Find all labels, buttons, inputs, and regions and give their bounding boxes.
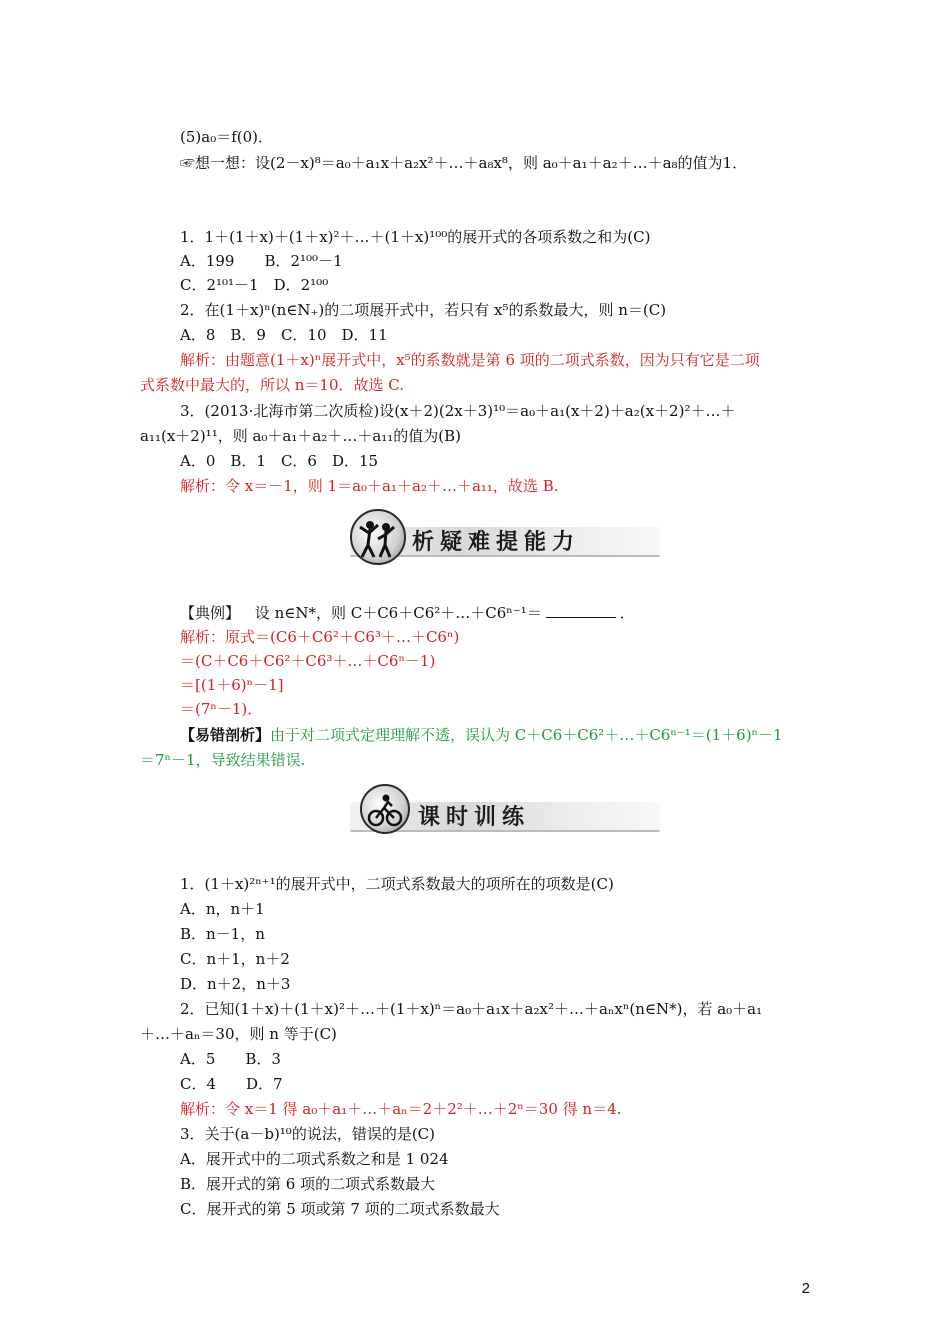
question-2-answer-cont: 式系数中最大的，所以 n＝10．故选 C. (140, 376, 404, 394)
answer-blank (546, 603, 616, 618)
example-answer-2: ＝(C＋C6＋C6²＋C6³＋…＋C6ⁿ－1) (180, 652, 436, 670)
error-label: 【易错剖析】 (180, 726, 271, 744)
training-question-2-cont: ＋…＋aₙ＝30，则 n 等于(C) (140, 1025, 337, 1043)
training-q1-option-a: A．n，n＋1 (180, 900, 265, 918)
training-q2-options-cd: C．4 D．7 (180, 1075, 283, 1093)
section-banner-training (330, 780, 660, 838)
question-1: 1．1＋(1＋x)＋(1＋x)²＋…＋(1＋x)¹⁰⁰的展开式的各项系数之和为(C) (180, 228, 651, 246)
question-3-options: A．0 B．1 C．6 D．15 (180, 452, 379, 470)
question-1-options-cd: C．2¹⁰¹－1 D．2¹⁰⁰ (180, 276, 329, 294)
training-q2-options-ab: A．5 B．3 (180, 1050, 281, 1068)
question-1-options-ab: A．199 B．2¹⁰⁰－1 (180, 252, 343, 270)
error-analysis (180, 724, 810, 746)
banner-title: 课时训练 (418, 805, 531, 830)
training-q3-option-b: B．展开式的第 6 项的二项式系数最大 (180, 1175, 436, 1193)
training-q1-option-c: C．n＋1，n＋2 (180, 950, 290, 968)
question-2: 2．在(1＋x)ⁿ(n∈N₊)的二项展开式中，若只有 x⁵的系数最大，则 n＝(C) (180, 301, 667, 319)
example-answer-1: 解析：原式＝(C6＋C6²＋C6³＋…＋C6ⁿ) (180, 628, 460, 646)
example-label: 【典例】 (180, 604, 241, 622)
training-q1-option-b: B．n－1，n (180, 925, 265, 943)
think-line: ☞想一想：设(2－x)⁸＝a₀＋a₁x＋a₂x²＋…＋a₈x⁸，则 a₀＋a₁＋a₂＋…＋a₈的值为1． (180, 154, 748, 172)
training-q1-option-d: D．n＋2，n＋3 (180, 975, 291, 993)
formula-line: (5)a₀＝f(0)． (180, 128, 274, 146)
question-3: 3．(2013·北海市第二次质检)设(x＋2)(2x＋3)¹⁰＝a₀＋a₁(x＋2)＋a₂(x＋2)²＋…＋ (180, 402, 736, 420)
question-3-cont: a₁₁(x＋2)¹¹，则 a₀＋a₁＋a₂＋…＋a₁₁的值为(B) (140, 427, 462, 445)
question-2-options: A．8 B．9 C．10 D．11 (180, 326, 388, 344)
example-question: 设 n∈N*，则 C＋C6＋C6²＋…＋C6ⁿ⁻¹＝ (254, 604, 542, 622)
error-text: 由于对二项式定理理解不透，误认为 C＋C6＋C6²＋…＋C6ⁿ⁻¹＝(1＋6)ⁿ－1 (270, 726, 783, 744)
page-number: 2 (801, 1280, 810, 1297)
banner-title: 析疑难提能力 (412, 530, 581, 555)
figures-logo-icon (350, 509, 406, 565)
question-2-answer: 解析：由题意(1＋x)ⁿ展开式中，x⁵的系数就是第 6 项的二项式系数，因为只有它是二项 (180, 351, 760, 369)
training-question-2: 2．已知(1＋x)＋(1＋x)²＋…＋(1＋x)ⁿ＝a₀＋a₁x＋a₂x²＋…＋aₙxⁿ(n∈N*)，若 a₀＋a₁ (180, 1000, 763, 1018)
training-q3-option-a: A．展开式中的二项式系数之和是 1 024 (180, 1150, 449, 1168)
training-q3-option-c: C．展开式的第 5 项或第 7 项的二项式系数最大 (180, 1200, 500, 1218)
example-answer-4: ＝(7ⁿ－1)． (180, 700, 263, 718)
example-line: 【典例】 设 n∈N*，则 C＋C6＋C6²＋…＋C6ⁿ⁻¹＝ ． (180, 604, 635, 622)
training-q2-answer: 解析：令 x＝1 得 a₀＋a₁＋…＋aₙ＝2＋2²＋…＋2ⁿ＝30 得 n＝4. (180, 1100, 622, 1118)
training-question-1: 1．(1＋x)²ⁿ⁺¹的展开式中，二项式系数最大的项所在的项数是(C) (180, 875, 614, 893)
example-answer-3: ＝[(1＋6)ⁿ－1] (180, 676, 284, 694)
error-text-cont: ＝7ⁿ－1，导致结果错误. (140, 751, 306, 769)
cyclist-logo-icon (360, 784, 410, 834)
question-3-answer: 解析：令 x＝－1，则 1＝a₀＋a₁＋a₂＋…＋a₁₁，故选 B. (180, 477, 559, 495)
training-question-3: 3．关于(a－b)¹⁰的说法，错误的是(C) (180, 1125, 436, 1143)
section-banner-difficulty (330, 505, 660, 563)
